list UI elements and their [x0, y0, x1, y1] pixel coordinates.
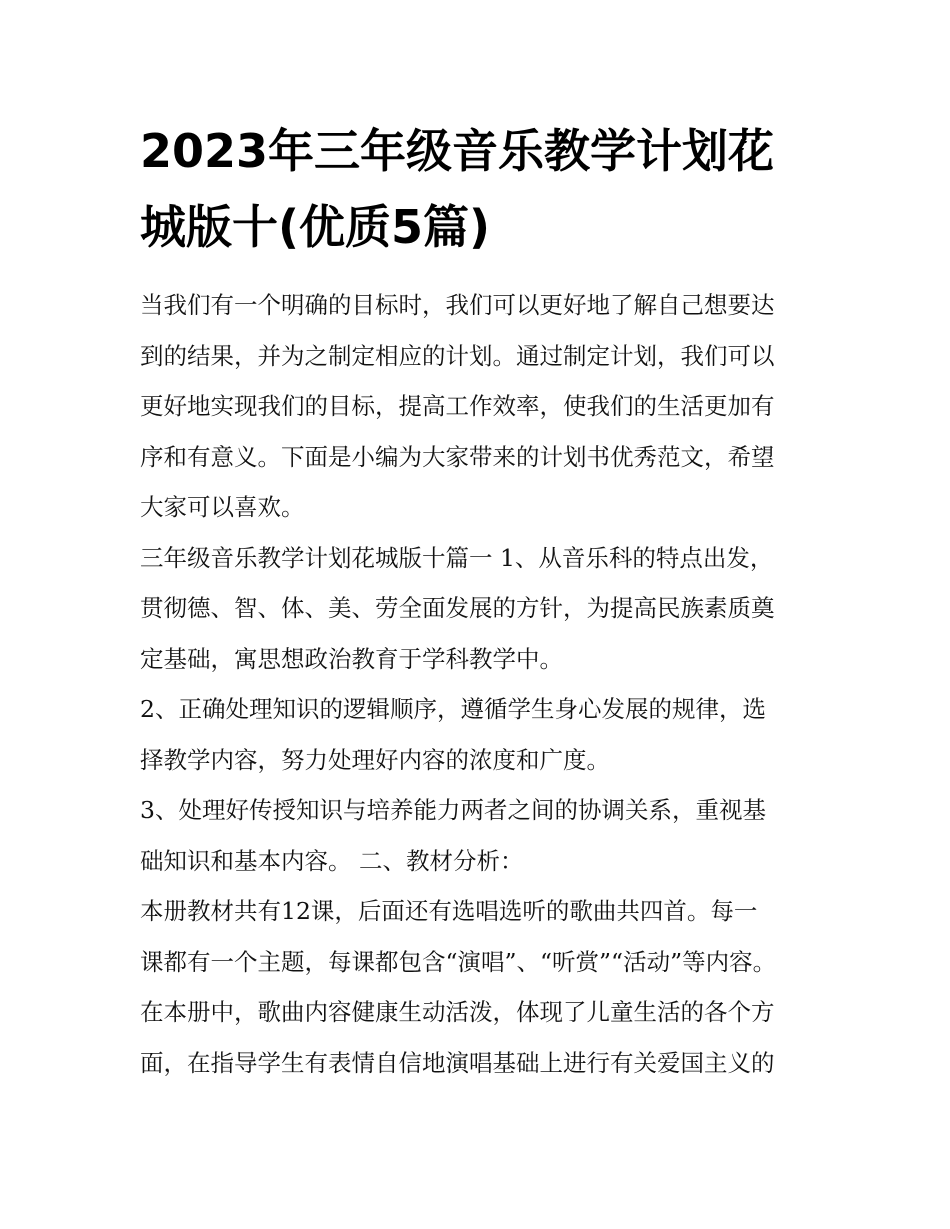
body-line: 课都有一个主题，每课都包含“演唱”、“听赏”“活动”等内容。: [140, 947, 777, 976]
body-line: 定基础，寓思想政治教育于学科教学中。: [140, 644, 563, 673]
body-line: 面，在指导学生有表情自信地演唱基础上进行有关爱国主义的: [140, 1048, 775, 1077]
body-line: 三年级音乐教学计划花城版十篇一 1、从音乐科的特点出发，: [140, 543, 774, 572]
title-line: 城版十(优质5篇): [140, 200, 491, 254]
title-line: 2023年三年级音乐教学计划花: [140, 124, 775, 178]
body-line: 序和有意义。下面是小编为大家带来的计划书优秀范文，希望: [140, 442, 775, 471]
body-line: 大家可以喜欢。: [140, 493, 305, 521]
body-line: 到的结果，并为之制定相应的计划。通过制定计划，我们可以: [140, 341, 775, 370]
body-line: 础知识和基本内容。 二、教材分析：: [140, 846, 524, 875]
body-line: 在本册中，歌曲内容健康生动活泼，体现了儿童生活的各个方: [140, 998, 775, 1026]
document-body: [140, 280, 830, 1088]
body-line: 择教学内容，努力处理好内容的浓度和广度。: [140, 745, 610, 774]
body-line: 更好地实现我们的目标，提高工作效率，使我们的生活更加有: [140, 392, 775, 420]
body-line: 2、正确处理知识的逻辑顺序，遵循学生身心发展的规律，选: [140, 695, 766, 723]
document-title: [140, 113, 820, 265]
body-line: 贯彻德、智、体、美、劳全面发展的方针，为提高民族素质奠: [140, 594, 775, 622]
body-line: 本册教材共有12课，后面还有选唱选听的歌曲共四首。每一: [140, 897, 758, 925]
body-line: 3、处理好传授知识与培养能力两者之间的协调关系，重视基: [140, 796, 766, 824]
body-line: 当我们有一个明确的目标时，我们可以更好地了解自己想要达: [140, 291, 775, 319]
